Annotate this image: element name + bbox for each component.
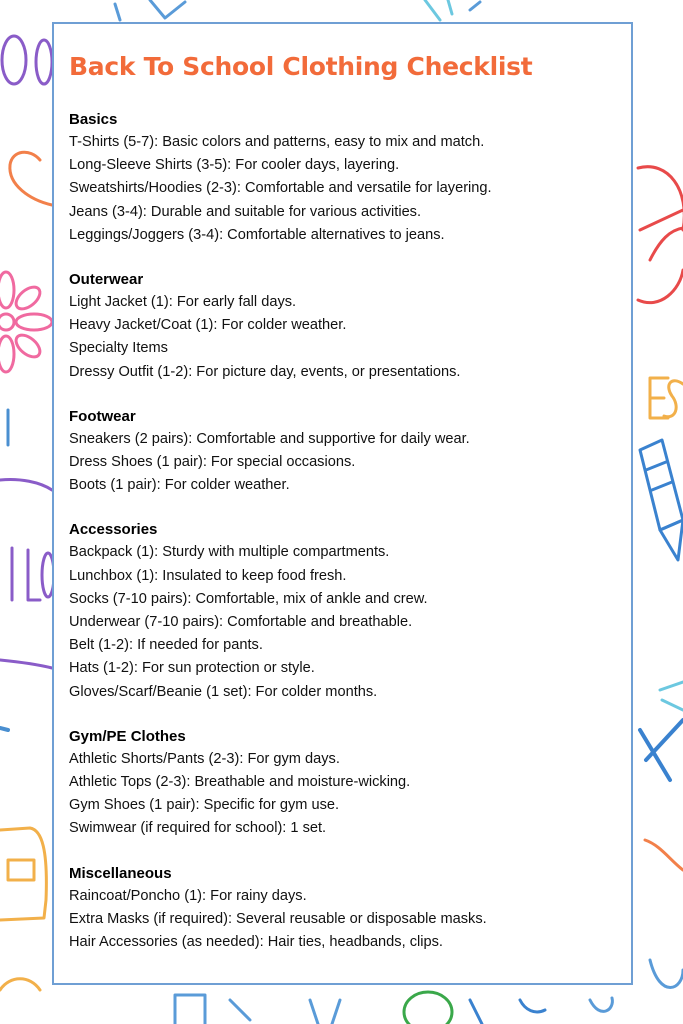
section-heading: Gym/PE Clothes [69, 727, 186, 745]
section-footwear [69, 405, 619, 498]
checklist-item: Dress Shoes (1 pair): For special occasions. [69, 454, 356, 471]
checklist-sections [69, 108, 619, 975]
checklist-item: Hats (1-2): For sun protection or style. [69, 660, 315, 677]
section-accessories [69, 518, 619, 703]
checklist-item: Sneakers (2 pairs): Comfortable and supportive for daily wear. [69, 430, 470, 447]
checklist-item: Jeans (3-4): Durable and suitable for various activities. [69, 203, 422, 220]
checklist-item: Raincoat/Poncho (1): For rainy days. [69, 887, 307, 904]
section-outerwear [69, 268, 619, 384]
section-heading: Basics [69, 111, 118, 128]
checklist-item: Gloves/Scarf/Beanie (1 set): For colder months. [69, 683, 378, 700]
checklist-item: Dressy Outfit (1-2): For picture day, events, or presentations. [69, 363, 461, 380]
checklist-item: Hair Accessories (as needed): Hair ties, headbands, clips. [69, 934, 443, 951]
checklist-item: Boots (1 pair): For colder weather. [69, 477, 290, 494]
checklist-item: Heavy Jacket/Coat (1): For colder weather. [69, 317, 347, 334]
checklist-item: Belt (1-2): If needed for pants. [69, 637, 263, 654]
checklist-item: Socks (7-10 pairs): Comfortable, mix of ankle and crew. [69, 590, 428, 607]
section-heading: Footwear [69, 407, 136, 425]
checklist-item: Athletic Shorts/Pants (2-3): For gym days. [69, 750, 340, 767]
checklist-item: T-Shirts (5-7): Basic colors and patterns, easy to mix and match. [69, 134, 485, 150]
section-heading: Miscellaneous [69, 864, 172, 882]
checklist-card [52, 22, 633, 985]
section-heading: Accessories [69, 521, 158, 539]
page-title: Back To School Clothing Checklist [69, 52, 533, 81]
checklist-item: Extra Masks (if required): Several reusable or disposable masks. [69, 910, 487, 927]
checklist-item: Light Jacket (1): For early fall days. [69, 294, 297, 311]
checklist-item: Backpack (1): Sturdy with multiple compartments. [69, 544, 390, 561]
checklist-item: Leggings/Joggers (3-4): Comfortable alternatives to jeans. [69, 226, 445, 243]
checklist-item: Sweatshirts/Hoodies (2-3): Comfortable and versatile for layering. [69, 180, 492, 197]
checklist-item: Athletic Tops (2-3): Breathable and moisture-wicking. [69, 774, 411, 791]
checklist-item: Long-Sleeve Shirts (3-5): For cooler days, layering. [69, 157, 400, 174]
checklist-item: Swimwear (if required for school): 1 set. [69, 820, 327, 837]
section-miscellaneous [69, 862, 619, 955]
checklist-item: Underwear (7-10 pairs): Comfortable and breathable. [69, 614, 413, 631]
section-gym-pe-clothes [69, 725, 619, 841]
checklist-item: Specialty Items [69, 340, 168, 357]
section-basics [69, 108, 619, 247]
section-heading: Outerwear [69, 271, 144, 289]
checklist-item: Gym Shoes (1 pair): Specific for gym use. [69, 797, 340, 814]
checklist-item: Lunchbox (1): Insulated to keep food fresh. [69, 567, 347, 584]
